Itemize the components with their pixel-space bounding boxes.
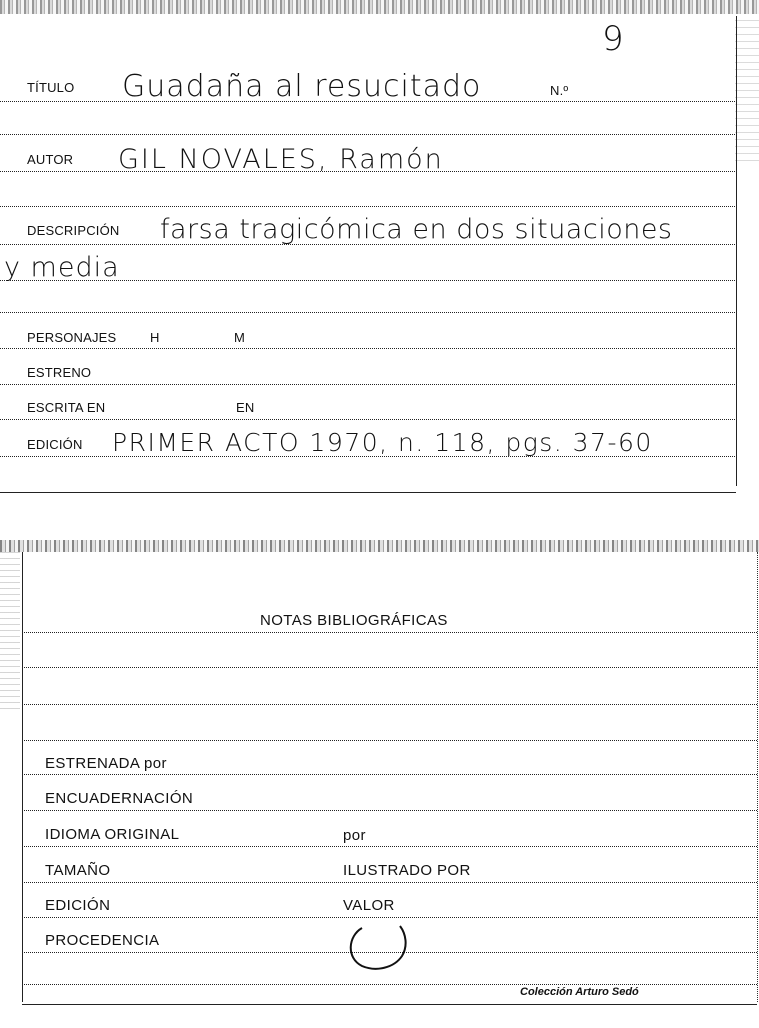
notas-heading: NOTAS BIBLIOGRÁFICAS [260, 612, 448, 629]
idioma-por-label: por [343, 827, 366, 844]
encuadernacion-label: ENCUADERNACIÓN [45, 790, 194, 807]
card-bottom-border [0, 492, 736, 493]
ruled-line [0, 206, 735, 207]
personajes-label: PERSONAJES [27, 330, 117, 345]
ruled-line [22, 984, 757, 985]
notas-line [22, 704, 757, 705]
autor-line [0, 171, 735, 172]
valor-label: VALOR [343, 897, 395, 914]
ruled-line [0, 134, 735, 135]
card-bottom-edge [22, 1004, 757, 1005]
titulo-value: Guadaña al resucitado [122, 69, 482, 104]
autor-label: AUTOR [27, 152, 74, 167]
escrita-en-label: EN [236, 400, 255, 415]
procedencia-label: PROCEDENCIA [45, 932, 160, 949]
ink-circle-mark [340, 922, 416, 974]
descripcion-label: DESCRIPCIÓN [27, 223, 120, 238]
escrita-label: ESCRITA EN [27, 400, 106, 415]
scan-noise-left [0, 552, 20, 712]
autor-value: GIL NOVALES, Ramón [118, 144, 444, 175]
estreno-line [0, 384, 735, 385]
scan-noise-right [735, 14, 759, 164]
titulo-line [0, 101, 735, 102]
descripcion-line [0, 244, 735, 245]
idioma-line [22, 846, 757, 847]
personajes-m-label: M [234, 330, 246, 345]
numero-label: N.º [550, 83, 569, 98]
estreno-label: ESTRENO [27, 365, 92, 380]
scan-edge-top [0, 0, 759, 14]
idioma-label: IDIOMA ORIGINAL [45, 826, 180, 843]
encuadernacion-line [22, 810, 757, 811]
coleccion-footer: Colección Arturo Sedó [520, 986, 639, 998]
edicion-line [0, 456, 735, 457]
titulo-label: TÍTULO [27, 80, 75, 95]
edicion-value: PRIMER ACTO 1970, n. 118, pgs. 37-60 [112, 428, 653, 457]
edicion-bottom-label: EDICIÓN [45, 897, 111, 914]
descripcion-line-2 [0, 280, 735, 281]
tamano-line [22, 882, 757, 883]
notas-line [22, 667, 757, 668]
edicion-bottom-line [22, 917, 757, 918]
corner-mark: 9 [602, 19, 624, 59]
estrenada-label: ESTRENADA por [45, 755, 167, 772]
ilustrado-label: ILUSTRADO POR [343, 862, 471, 879]
notas-line [22, 632, 757, 633]
scan-edge-middle [0, 540, 759, 552]
card-right-edge [757, 552, 758, 1002]
notas-line [22, 740, 757, 741]
personajes-h-label: H [150, 330, 160, 345]
edicion-label: EDICIÓN [27, 437, 83, 452]
card-left-border [22, 552, 23, 1002]
estrenada-line [22, 774, 757, 775]
personajes-line [0, 348, 735, 349]
escrita-line [0, 419, 735, 420]
tamano-label: TAMAÑO [45, 862, 111, 879]
card-right-border [736, 16, 737, 486]
descripcion-value-line2: y media [4, 252, 120, 283]
ruled-line [0, 312, 735, 313]
descripcion-value-line1: farsa tragicómica en dos situaciones [160, 214, 673, 245]
